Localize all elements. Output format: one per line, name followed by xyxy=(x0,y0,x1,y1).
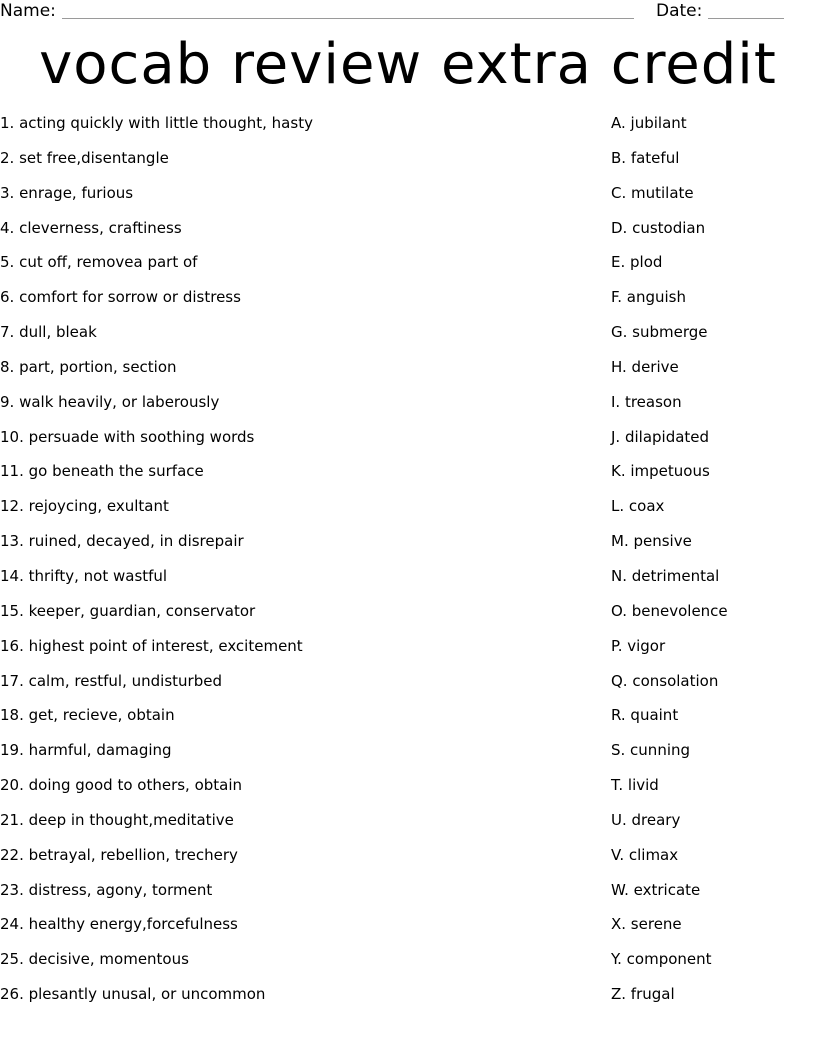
word-item: G. submerge xyxy=(611,323,708,342)
clue-item: 25. decisive, momentous xyxy=(0,950,189,969)
clue-item: 3. enrage, furious xyxy=(0,183,134,202)
word-item: K. impetuous xyxy=(611,462,710,481)
clue-item: 18. get, recieve, obtain xyxy=(0,706,175,725)
word-item: J. dilapidated xyxy=(611,427,710,446)
word-item: T. livid xyxy=(611,776,659,795)
word-item: A. jubilant xyxy=(611,114,687,132)
clue-item: 7. dull, bleak xyxy=(0,323,97,342)
word-item: Q. consolation xyxy=(611,671,719,690)
clue-item: 8. part, portion, section xyxy=(0,357,177,376)
date-blank-line[interactable] xyxy=(708,18,784,19)
word-item: E. plod xyxy=(611,253,663,272)
word-item: F. anguish xyxy=(611,288,686,307)
word-item: O. benevolence xyxy=(611,601,728,620)
word-item: H. derive xyxy=(611,357,679,376)
word-item: Y. component xyxy=(611,950,712,969)
clue-item: 17. calm, restful, undisturbed xyxy=(0,671,222,690)
word-item: S. cunning xyxy=(611,741,691,760)
clue-item: 22. betrayal, rebellion, trechery xyxy=(0,845,238,864)
clue-item: 19. harmful, damaging xyxy=(0,741,172,760)
clue-item: 15. keeper, guardian, conservator xyxy=(0,601,256,620)
clue-item: 6. comfort for sorrow or distress xyxy=(0,288,241,307)
word-item: B. fateful xyxy=(611,148,680,167)
name-label: Name: xyxy=(0,1,56,21)
clue-item: 1. acting quickly with little thought, hasty xyxy=(0,114,313,132)
word-item: V. climax xyxy=(611,845,679,864)
clue-item: 26. plesantly unusal, or uncommon xyxy=(0,985,266,1004)
header-line xyxy=(0,0,816,22)
clue-list xyxy=(0,112,560,1018)
word-item: U. dreary xyxy=(611,810,681,829)
name-blank-line[interactable] xyxy=(62,18,634,19)
word-item: D. custodian xyxy=(611,218,706,237)
clue-item: 14. thrifty, not wastful xyxy=(0,566,168,585)
word-bank xyxy=(611,112,811,1018)
clue-item: 13. ruined, decayed, in disrepair xyxy=(0,532,244,551)
word-item: W. extricate xyxy=(611,880,701,899)
clue-item: 23. distress, agony, torment xyxy=(0,880,213,899)
word-item: M. pensive xyxy=(611,532,692,551)
word-item: P. vigor xyxy=(611,636,666,655)
clue-item: 2. set free,disentangle xyxy=(0,148,169,167)
date-label: Date: xyxy=(656,1,703,21)
word-item: N. detrimental xyxy=(611,566,720,585)
word-item: C. mutilate xyxy=(611,183,694,202)
word-item: I. treason xyxy=(611,392,682,411)
clue-item: 16. highest point of interest, excitement xyxy=(0,636,303,655)
clue-item: 9. walk heavily, or laberously xyxy=(0,392,220,411)
clue-item: 10. persuade with soothing words xyxy=(0,427,255,446)
clue-item: 11. go beneath the surface xyxy=(0,462,204,481)
word-item: Z. frugal xyxy=(611,985,675,1004)
clue-item: 4. cleverness, craftiness xyxy=(0,218,182,237)
word-item: L. coax xyxy=(611,497,665,516)
clue-item: 21. deep in thought,meditative xyxy=(0,810,234,829)
word-item: X. serene xyxy=(611,915,682,934)
word-item: R. quaint xyxy=(611,706,679,725)
clue-item: 20. doing good to others, obtain xyxy=(0,776,243,795)
clue-item: 12. rejoycing, exultant xyxy=(0,497,169,516)
clue-item: 5. cut off, removea part of xyxy=(0,253,198,272)
page-title: vocab review extra credit xyxy=(39,32,777,97)
clue-item: 24. healthy energy,forcefulness xyxy=(0,915,238,934)
